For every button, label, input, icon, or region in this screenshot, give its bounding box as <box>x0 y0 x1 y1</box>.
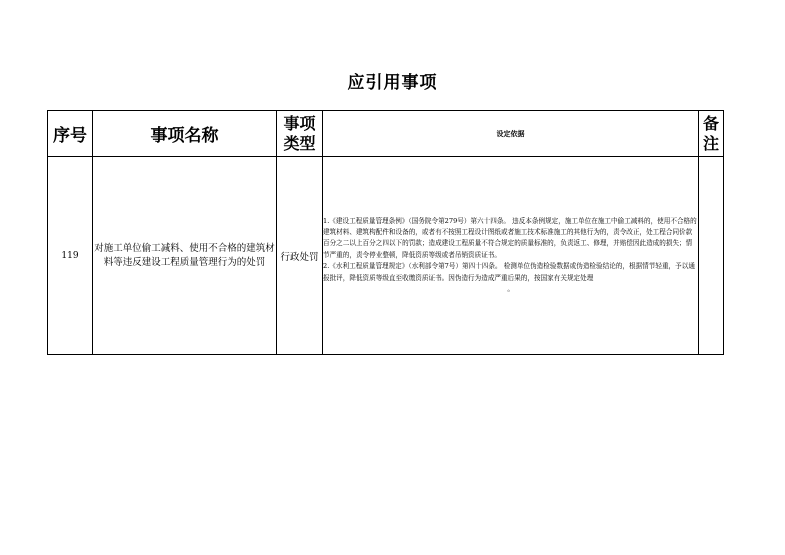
basis-tail: 。 <box>507 285 514 294</box>
items-table <box>47 110 724 355</box>
header-seq: 序号 <box>48 111 93 157</box>
header-remarks: 备注 <box>699 111 724 157</box>
cell-seq: 119 <box>48 157 93 355</box>
table-header-row <box>48 111 724 157</box>
cell-remarks <box>699 157 724 355</box>
header-item-type: 事项类型 <box>277 111 323 157</box>
header-legal-basis: 设定依据 <box>323 111 699 157</box>
page-title: 应引用事项 <box>347 73 438 93</box>
cell-item-name: 对施工单位偷工减料、使用不合格的建筑材料等违反建设工程质量管理行为的处罚 <box>93 157 277 355</box>
cell-legal-basis <box>323 157 699 355</box>
basis-clause-1: 1.《建设工程质量管理条例》（国务院令第279号）第六十四条。 违反本条例规定，施工单位在施工中偷工减料的，使用不合格的建筑材料、建筑构配件和设备的，或者有不按照工程设计图纸或者施工技术标准施工的其他行为的，责令改正，处工程合同价款百分之二以上百分之四以下的罚款；造成建设工程质量不符合规定的质量标准的，负责返工、修理，并赔偿因此造成的损失；情节严重的，责令停业整顿，降低资质等级或者吊销资质证书。 <box>323 216 697 259</box>
basis-clause-2: 2.《水利工程质量管理规定》（水利部令第7号）第四十四条。 检测单位伪造检验数据或伪造检验结论的，根据情节轻重，予以通报批评，降低资质等级直至收缴资质证书。因伪造行为造成严重后果的，按国家有关规定处理 <box>323 262 695 282</box>
table-row <box>48 157 724 355</box>
header-item-name: 事项名称 <box>93 111 277 157</box>
cell-item-type: 行政处罚 <box>277 157 323 355</box>
